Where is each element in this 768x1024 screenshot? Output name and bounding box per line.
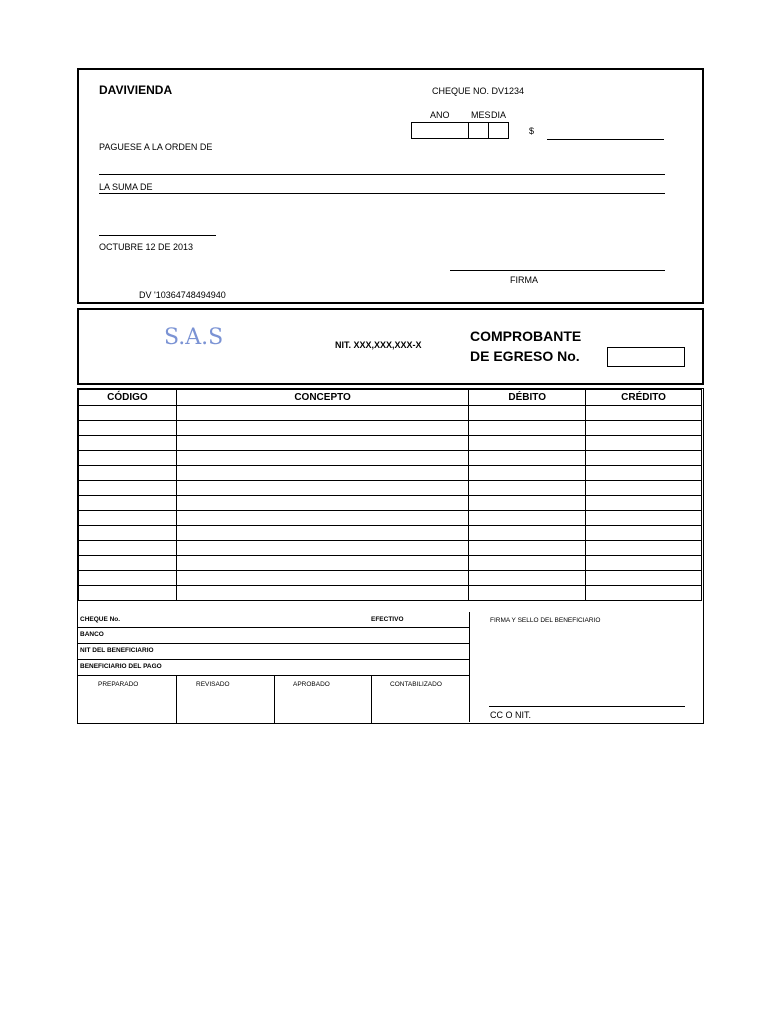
footer-row-nit[interactable] — [78, 643, 469, 660]
table-row — [79, 556, 702, 571]
footer-row-cheque[interactable] — [78, 612, 469, 628]
table-row — [79, 571, 702, 586]
cell-codigo[interactable] — [79, 511, 177, 526]
cell-credito[interactable] — [586, 541, 702, 556]
beneficiario-pago-label: BENEFICIARIO DEL PAGO — [80, 663, 162, 670]
voucher-table — [77, 388, 704, 724]
cell-concepto[interactable] — [176, 466, 468, 481]
nit-beneficiario-label: NIT DEL BENEFICIARIO — [80, 647, 154, 654]
table-row — [79, 466, 702, 481]
voucher-header — [77, 308, 704, 385]
signature-label: FIRMA — [510, 275, 538, 285]
cell-credito[interactable] — [586, 451, 702, 466]
cell-codigo[interactable] — [79, 541, 177, 556]
cell-concepto[interactable] — [176, 451, 468, 466]
cell-codigo[interactable] — [79, 466, 177, 481]
aprobado-box[interactable] — [274, 675, 372, 723]
cell-credito[interactable] — [586, 406, 702, 421]
cell-debito[interactable] — [469, 421, 586, 436]
account-number: DV '10364748494940 — [139, 290, 226, 300]
amount-words-line[interactable] — [99, 193, 665, 194]
table-body — [79, 406, 702, 601]
cell-debito[interactable] — [469, 511, 586, 526]
cell-codigo[interactable] — [79, 481, 177, 496]
cell-debito[interactable] — [469, 406, 586, 421]
cell-credito[interactable] — [586, 586, 702, 601]
footer-row-banco[interactable] — [78, 627, 469, 644]
amount-words-label: LA SUMA DE — [99, 182, 153, 192]
cell-credito[interactable] — [586, 556, 702, 571]
table-row — [79, 436, 702, 451]
cell-credito[interactable] — [586, 481, 702, 496]
cell-debito[interactable] — [469, 541, 586, 556]
voucher-number-field[interactable] — [607, 347, 685, 367]
year-field[interactable] — [411, 122, 469, 139]
cell-concepto[interactable] — [176, 436, 468, 451]
cell-concepto[interactable] — [176, 571, 468, 586]
table-row — [79, 586, 702, 601]
cell-codigo[interactable] — [79, 571, 177, 586]
cheque-date: OCTUBRE 12 DE 2013 — [99, 242, 194, 252]
month-field[interactable] — [468, 122, 489, 139]
preparado-box[interactable] — [78, 675, 177, 723]
cell-concepto[interactable] — [176, 421, 468, 436]
cell-debito[interactable] — [469, 526, 586, 541]
cell-debito[interactable] — [469, 481, 586, 496]
day-field[interactable] — [488, 122, 509, 139]
cell-debito[interactable] — [469, 586, 586, 601]
contabilizado-box[interactable] — [371, 675, 469, 723]
efectivo-label: EFECTIVO — [371, 616, 404, 623]
preparado-label: PREPARADO — [98, 681, 139, 688]
cell-debito[interactable] — [469, 556, 586, 571]
cell-debito[interactable] — [469, 571, 586, 586]
beneficiary-signature-line — [489, 706, 685, 707]
table-row — [79, 496, 702, 511]
cell-concepto[interactable] — [176, 541, 468, 556]
cell-concepto[interactable] — [176, 526, 468, 541]
cell-concepto[interactable] — [176, 511, 468, 526]
cell-credito[interactable] — [586, 436, 702, 451]
firma-sello-label: FIRMA Y SELLO DEL BENEFICIARIO — [490, 617, 601, 624]
cell-codigo[interactable] — [79, 451, 177, 466]
company-nit: NIT. XXX,XXX,XXX-X — [335, 340, 422, 350]
cell-concepto[interactable] — [176, 481, 468, 496]
banco-label: BANCO — [80, 631, 104, 638]
cell-credito[interactable] — [586, 421, 702, 436]
table-header-row — [79, 390, 702, 406]
column-header-codigo: CÓDIGO — [79, 390, 177, 406]
entries-table — [78, 389, 702, 601]
cell-debito[interactable] — [469, 496, 586, 511]
voucher-title-1: COMPROBANTE — [470, 328, 582, 344]
dollar-sign: $ — [529, 126, 535, 136]
cheque-no-label: CHEQUE No. — [80, 616, 121, 623]
revisado-box[interactable] — [176, 675, 275, 723]
cell-codigo[interactable] — [79, 421, 177, 436]
beneficiary-signature-box[interactable] — [469, 612, 703, 722]
cell-codigo[interactable] — [79, 586, 177, 601]
cell-credito[interactable] — [586, 466, 702, 481]
column-header-concepto: CONCEPTO — [176, 390, 468, 406]
cell-debito[interactable] — [469, 451, 586, 466]
mes-label: MES — [471, 110, 491, 120]
ano-label: ANO — [430, 110, 450, 120]
table-row — [79, 541, 702, 556]
table-row — [79, 526, 702, 541]
cell-debito[interactable] — [469, 466, 586, 481]
dia-label: DIA — [491, 110, 507, 120]
cell-codigo[interactable] — [79, 526, 177, 541]
table-row — [79, 421, 702, 436]
cheque-section — [77, 68, 704, 304]
cell-concepto[interactable] — [176, 586, 468, 601]
table-row — [79, 511, 702, 526]
table-row — [79, 406, 702, 421]
cell-concepto[interactable] — [176, 496, 468, 511]
table-row — [79, 451, 702, 466]
cc-nit-label: CC O NIT. — [490, 710, 532, 720]
aprobado-label: APROBADO — [293, 681, 330, 688]
cell-codigo[interactable] — [79, 496, 177, 511]
voucher-title-2: DE EGRESO No. — [470, 348, 580, 364]
date-line — [99, 235, 216, 236]
column-header-credito: CRÉDITO — [586, 390, 702, 406]
cell-concepto[interactable] — [176, 406, 468, 421]
cell-credito[interactable] — [586, 571, 702, 586]
table-row — [79, 481, 702, 496]
payee-label: PAGUESE A LA ORDEN DE — [99, 142, 213, 152]
cell-codigo[interactable] — [79, 436, 177, 451]
footer-left — [78, 612, 469, 722]
cell-debito[interactable] — [469, 436, 586, 451]
cell-codigo[interactable] — [79, 556, 177, 571]
cell-credito[interactable] — [586, 526, 702, 541]
payee-line[interactable] — [99, 174, 665, 175]
cell-credito[interactable] — [586, 496, 702, 511]
cell-codigo[interactable] — [79, 406, 177, 421]
cheque-number: CHEQUE NO. DV1234 — [432, 86, 525, 96]
signature-line[interactable] — [450, 270, 665, 271]
amount-number-line[interactable] — [547, 139, 664, 140]
column-header-debito: DÉBITO — [469, 390, 586, 406]
cell-concepto[interactable] — [176, 556, 468, 571]
cell-credito[interactable] — [586, 511, 702, 526]
footer-row-beneficiario[interactable] — [78, 659, 469, 676]
bank-name: DAVIVIENDA — [99, 83, 173, 97]
company-name: S.A.S — [164, 325, 224, 350]
revisado-label: REVISADO — [196, 681, 230, 688]
contabilizado-label: CONTABILIZADO — [390, 681, 442, 688]
